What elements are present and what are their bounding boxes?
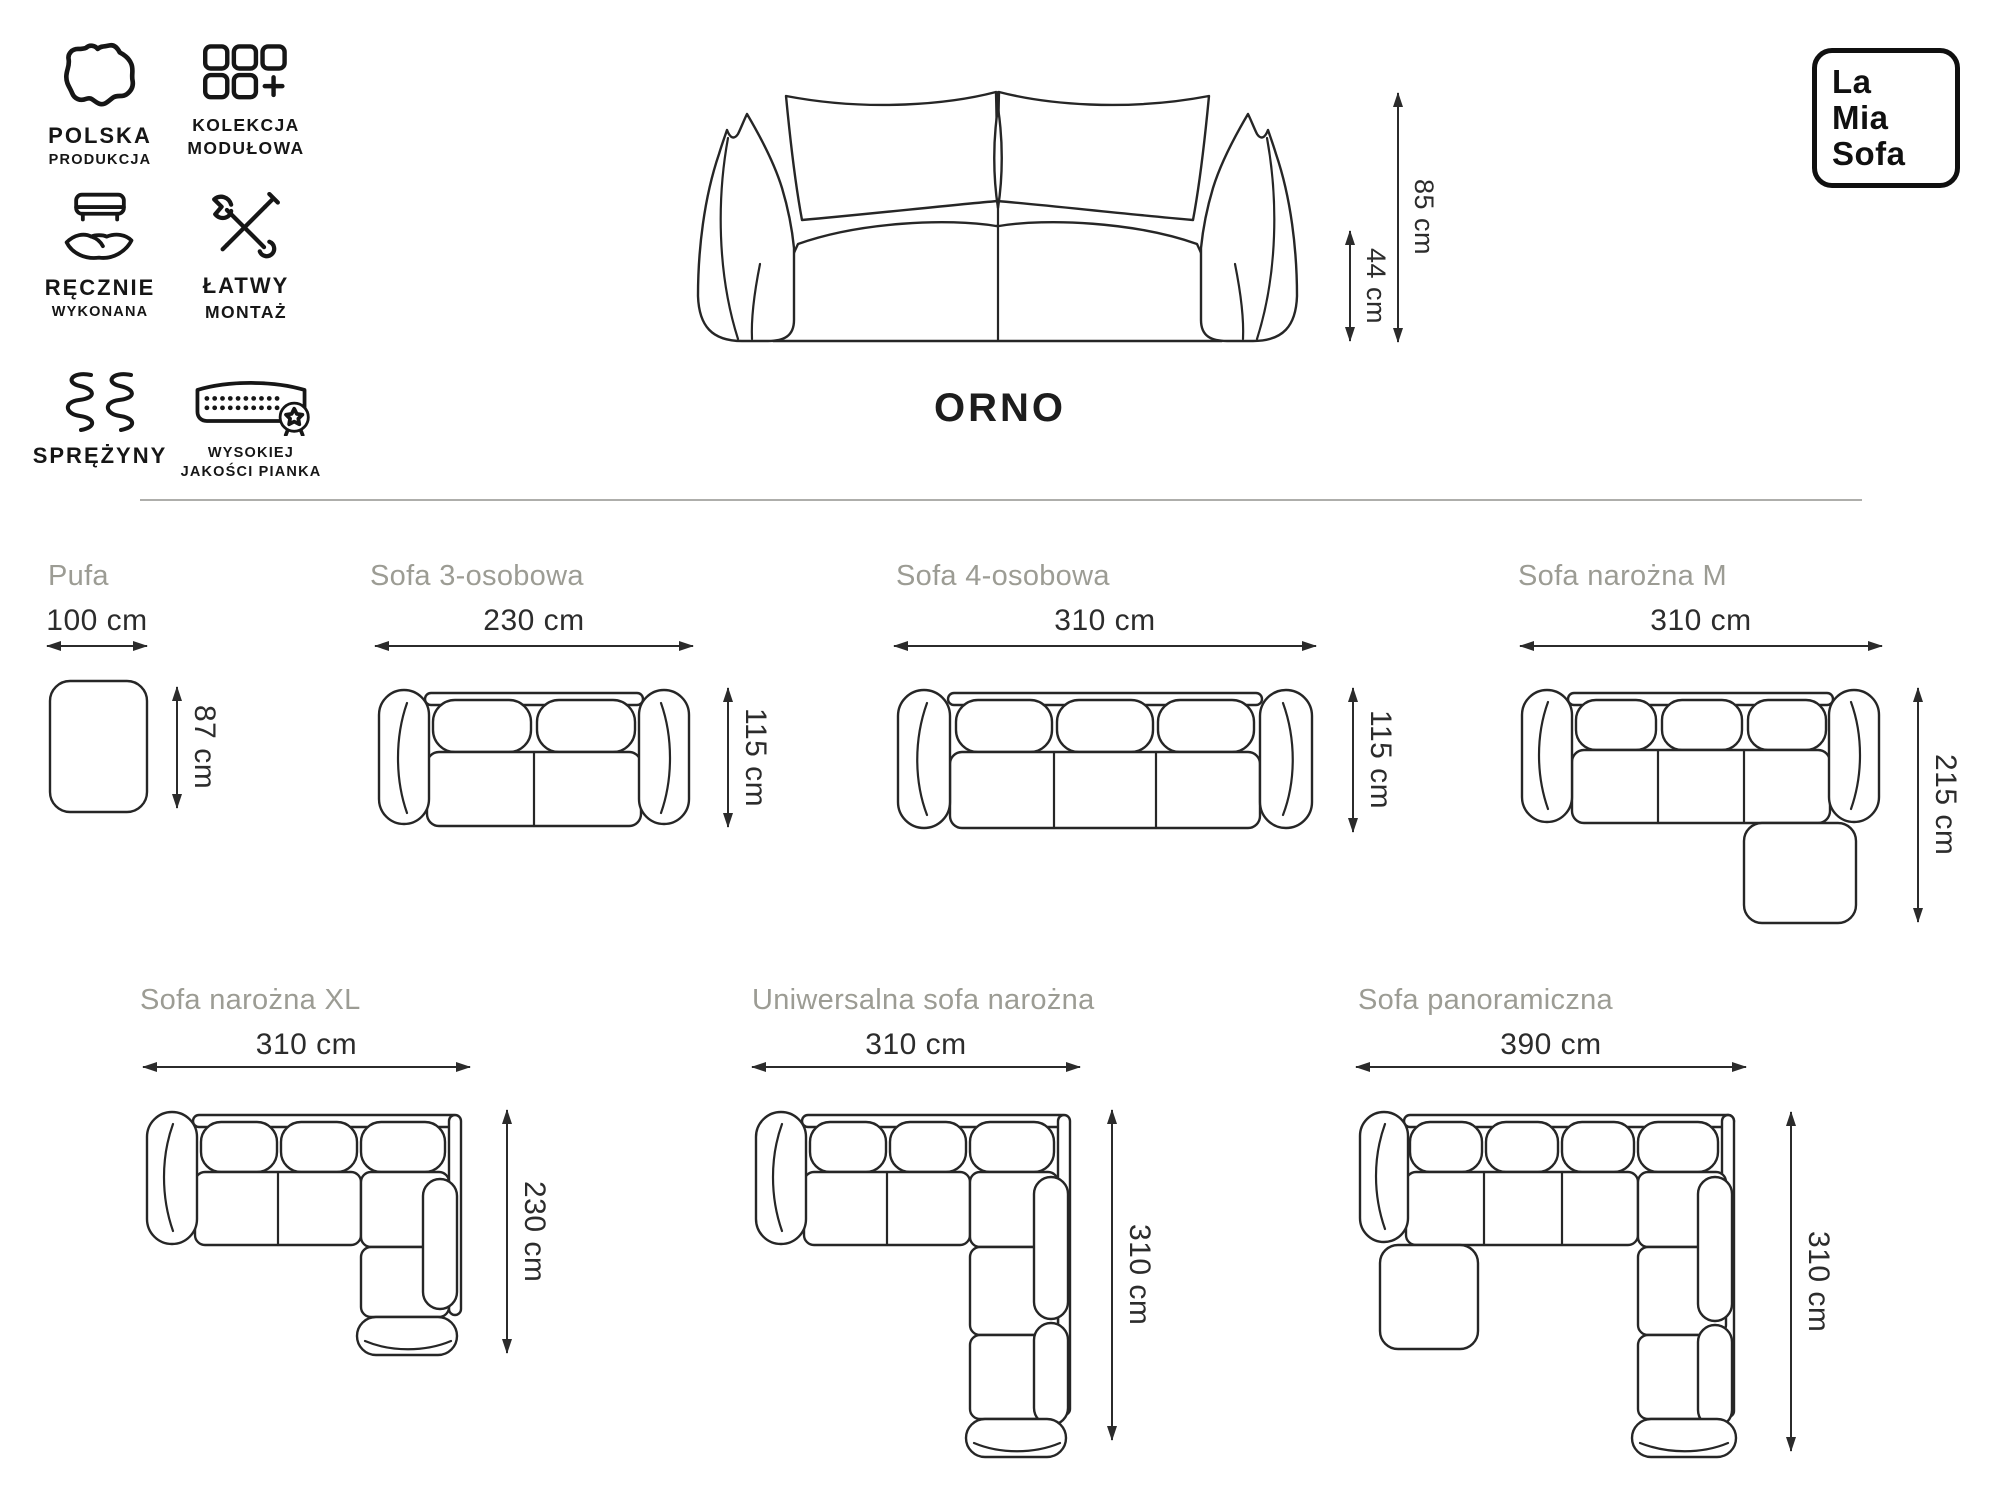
corner-sofa-m-top-view-drawing (1518, 685, 1883, 927)
variant-title: Sofa 4-osobowa (896, 560, 1110, 592)
variant-width-label: 310 cm (255, 1028, 358, 1061)
variant-width-label: 100 cm (46, 604, 148, 637)
depth-dimension-arrow (176, 687, 178, 808)
variant-depth-label: 115 cm (1364, 710, 1397, 810)
width-dimension-arrow (894, 645, 1316, 647)
depth-dimension-arrow (727, 688, 729, 827)
feature-latwy-montaz (156, 192, 336, 323)
feature-sublabel: MODUŁOWA (187, 137, 305, 158)
feature-kolekcja-modulowa (156, 42, 336, 160)
variant-depth-label: 310 cm (1802, 1230, 1835, 1333)
feature-sublabel: PRODUKCJA (48, 151, 152, 168)
feature-sublabel: WYKONANA (51, 303, 149, 320)
width-dimension-arrow (143, 1066, 470, 1068)
sofa-4-top-view-drawing (894, 685, 1316, 835)
variant-width-label: 230 cm (483, 604, 585, 637)
depth-dimension-arrow (1917, 688, 1919, 922)
variant-title: Sofa narożna XL (140, 984, 361, 1016)
variant-width-label: 310 cm (1650, 604, 1752, 637)
tools-icon (211, 192, 281, 264)
product-title: ORNO (934, 386, 1066, 430)
variant-depth-label: 310 cm (1123, 1224, 1156, 1326)
brand-logo-line: La (1832, 62, 1872, 100)
variant-depth-label: 215 cm (1929, 754, 1962, 856)
panoramic-sofa-top-view-drawing (1356, 1107, 1748, 1459)
feature-label: ŁATWY (202, 273, 290, 298)
width-dimension-arrow (752, 1066, 1080, 1068)
pufa-top-view-drawing (47, 678, 150, 815)
modular-grid-icon (203, 42, 289, 106)
section-divider (140, 499, 1862, 501)
total-height-dimension-label: 85 cm (1409, 179, 1439, 256)
brand-logo-line: Sofa (1832, 135, 1906, 173)
feature-sublabel: MONTAŻ (205, 301, 287, 322)
depth-dimension-arrow (1790, 1112, 1792, 1451)
seat-height-dimension-arrow (1349, 231, 1351, 341)
feature-wysokiej-jakosci-pianka (146, 374, 356, 482)
feature-label: WYSOKIEJ (207, 445, 295, 461)
foam-quality-icon (185, 374, 317, 436)
hand-sofa-icon (59, 192, 141, 266)
variant-depth-label: 230 cm (518, 1180, 551, 1283)
variant-title: Uniwersalna sofa narożna (752, 984, 1095, 1016)
corner-sofa-xl-top-view-drawing (143, 1107, 473, 1357)
variant-title: Sofa panoramiczna (1358, 984, 1613, 1016)
feature-label: SPRĘŻYNY (32, 443, 168, 468)
variant-depth-label: 115 cm (739, 707, 772, 808)
sofa-front-view-drawing (690, 68, 1305, 345)
sofa-3-top-view-drawing (375, 685, 693, 830)
variant-title: Sofa narożna M (1518, 560, 1727, 592)
depth-dimension-arrow (506, 1110, 508, 1353)
seat-height-dimension-label: 44 cm (1361, 247, 1391, 325)
variant-width-label: 310 cm (1054, 604, 1156, 637)
variant-width-label: 310 cm (865, 1028, 967, 1061)
width-dimension-arrow (1520, 645, 1882, 647)
variant-width-label: 390 cm (1500, 1028, 1602, 1061)
brand-logo-line: Mia (1832, 98, 1889, 136)
variant-title: Pufa (48, 560, 109, 592)
poland-map-icon (61, 42, 139, 114)
feature-label: RĘCZNIE (44, 275, 156, 300)
variant-title: Sofa 3-osobowa (370, 560, 584, 592)
depth-dimension-arrow (1111, 1110, 1113, 1440)
width-dimension-arrow (1356, 1066, 1746, 1068)
feature-label: POLSKA (48, 123, 152, 148)
universal-corner-sofa-top-view-drawing (752, 1107, 1082, 1457)
total-height-dimension-arrow (1397, 93, 1399, 342)
feature-sublabel: JAKOŚCI PIANKA (180, 463, 322, 480)
springs-icon (60, 370, 140, 434)
width-dimension-arrow (375, 645, 693, 647)
variant-depth-label: 87 cm (188, 705, 221, 790)
depth-dimension-arrow (1352, 688, 1354, 832)
width-dimension-arrow (47, 645, 147, 647)
brand-logo (1812, 48, 1960, 188)
feature-label: KOLEKCJA (192, 115, 300, 135)
